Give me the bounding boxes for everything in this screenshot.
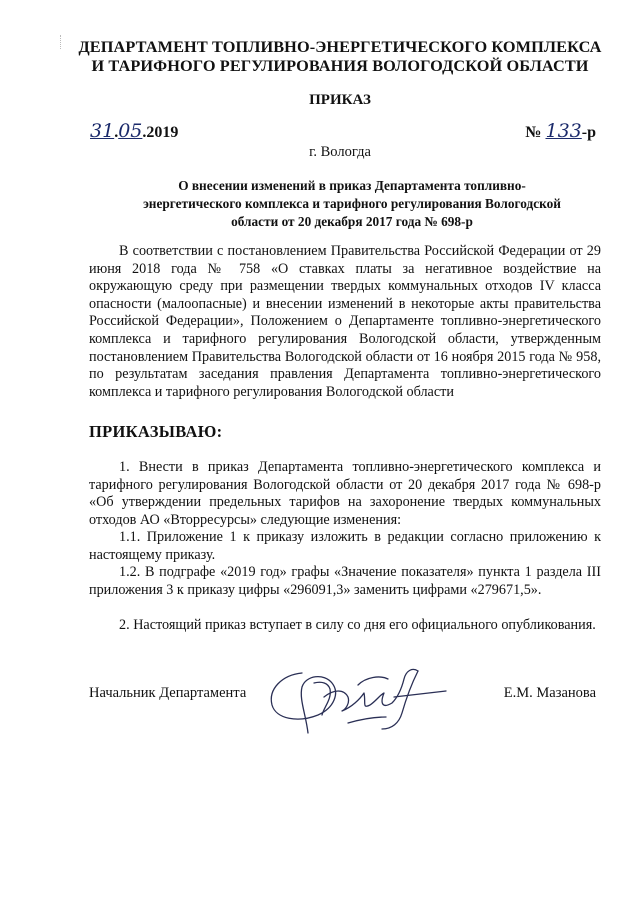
department-line-1: ДЕПАРТАМЕНТ ТОПЛИВНО-ЭНЕРГЕТИЧЕСКОГО КОМПЛЕКСА	[78, 37, 602, 56]
order-number-handwritten: 133	[545, 120, 582, 142]
preamble-paragraph: В соответствии с постановлением Правительства Российской Федерации от 29 июня 2018 года № 758 «О ставках платы за негативное воздействие на окружающую среду при размещении твердых коммунальных отходов IV класса опасности (малоопасные) и внесении изменений в некоторые акты правительства Российской Федерации», Положением о Департаменте топливно-энергетического комплекса и тарифного регулирования Вологодской области, утвержденным постановлением Правительства Вологодской области от 16 ноября 2015 года № 958, по результатам заседания правления Департамента топливно-энергетического комплекса и тарифного регулирования Вологодской области	[89, 243, 601, 400]
item-1-1-paragraph: 1.1. Приложение 1 к приказу изложить в редакции согласно приложению к настоящему приказу.	[89, 529, 601, 563]
department-header	[60, 37, 620, 75]
date-year: .2019	[142, 124, 179, 141]
order-number-suffix: -р	[581, 124, 596, 141]
department-line-2: И ТАРИФНОГО РЕГУЛИРОВАНИЯ ВОЛОГОДСКОЙ ОБЛАСТИ	[91, 56, 589, 75]
decree-word: ПРИКАЗЫВАЮ:	[89, 422, 223, 441]
subject-line-1: О внесении изменений в приказ Департамента топливно-	[178, 178, 526, 193]
date-day-handwritten: 31	[90, 120, 115, 142]
order-date	[90, 121, 178, 143]
order-number	[525, 121, 596, 143]
date-separator: .	[114, 124, 119, 141]
signatory-name: Е.М. Мазанова	[503, 685, 596, 701]
order-subject	[96, 177, 608, 231]
handwritten-signature	[262, 653, 452, 743]
item-2-paragraph: 2. Настоящий приказ вступает в силу со дня его официального опубликования.	[119, 617, 596, 633]
date-month-handwritten: 05	[118, 120, 143, 142]
subject-line-3: области от 20 декабря 2017 года № 698-р	[231, 214, 473, 229]
subject-line-2: энергетического комплекса и тарифного регулирования Вологодской	[143, 196, 561, 211]
item-1-paragraph: 1. Внести в приказ Департамента топливно-энергетического комплекса и тарифного регулирования Вологодской области от 20 декабря 2017 года № 698-р «Об утверждении предельных тарифов на захоронение твердых коммунальных отходов АО «Вторресурсы» следующие изменения:	[89, 459, 601, 528]
order-title: ПРИКАЗ	[309, 92, 371, 108]
order-number-prefix: №	[525, 124, 546, 141]
signatory-position: Начальник Департамента	[89, 685, 247, 701]
city-line: г. Вологда	[309, 144, 371, 160]
item-1-2-paragraph: 1.2. В подграфе «2019 год» графы «Значение показателя» пункта 1 раздела III приложения 3 к приказу цифры «296091,3» заменить цифрами «279671,5».	[89, 564, 601, 598]
